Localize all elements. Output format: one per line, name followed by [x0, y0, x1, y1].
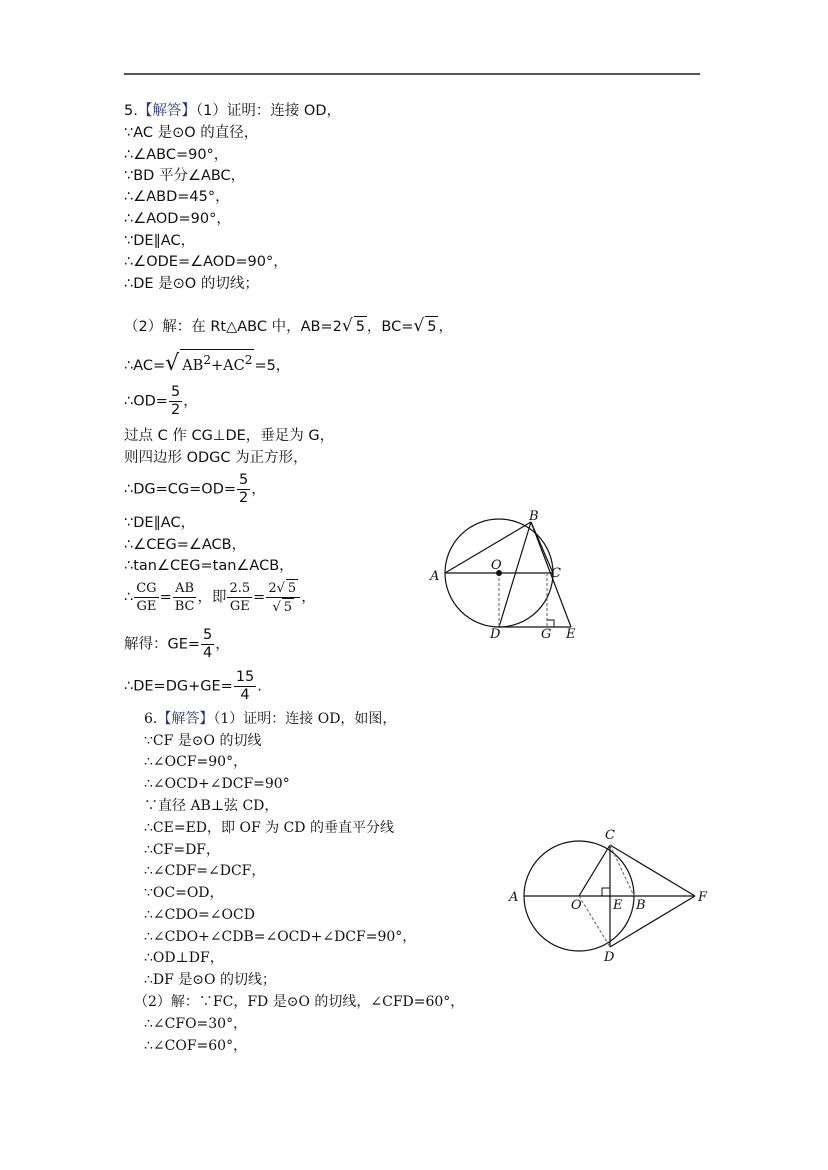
- figure-circle-problem-6: [505, 825, 720, 970]
- label-c: C: [605, 828, 615, 843]
- label-b: B: [636, 898, 646, 913]
- numerator: 5: [170, 384, 181, 400]
- label-o: O: [491, 558, 502, 573]
- label-a: A: [430, 569, 440, 584]
- fraction-25-ge: [227, 580, 252, 615]
- label-d: D: [604, 950, 615, 965]
- p5-line-6: ∵DE∥AC，: [124, 233, 196, 249]
- p5-radicand-2: 5: [425, 316, 438, 337]
- denominator: BC: [174, 599, 195, 614]
- p5-part2-mid: ，BC=: [366, 319, 414, 335]
- fraction-ab-bc: [173, 580, 197, 615]
- p6-line-8: ∵OC=OD，: [144, 885, 224, 901]
- fraction: [169, 384, 182, 419]
- p5-line-8: ∴DE 是⊙O 的切线；: [124, 276, 259, 292]
- p5-ceg-line: ∴∠CEG=∠ACB，: [124, 537, 247, 553]
- p6-line-2: ∴∠OCF=90°，: [144, 754, 248, 770]
- p5-dg-line: [124, 472, 266, 507]
- denominator: 4: [203, 645, 213, 661]
- p6-line-12: ∴DF 是⊙O 的切线；: [144, 972, 276, 988]
- p5-ac-radicand: [180, 349, 254, 376]
- p5-ratio-line: [124, 579, 316, 616]
- numerator: 15: [235, 669, 255, 685]
- p5-radicand-1: 5: [354, 316, 367, 337]
- therefore: ∴: [124, 589, 134, 606]
- tangent-cf: [610, 845, 695, 896]
- p5-line-2: ∴∠ABC=90°，: [124, 147, 229, 163]
- p5-solve-prefix: 解得：GE=: [124, 636, 201, 653]
- numerator: AB: [173, 580, 197, 598]
- p6-line-5: ∴CE=ED，即 OF 为 CD 的垂直平分线: [144, 820, 394, 836]
- p5-de-line: [124, 669, 262, 704]
- label-e: E: [613, 898, 623, 913]
- header-rule: [124, 73, 700, 75]
- p6-line-13: （2）解：∵FC，FD 是⊙O 的切线，∠CFD=60°，: [134, 994, 465, 1010]
- p5-de-parallel: ∵DE∥AC，: [124, 515, 196, 531]
- label-c: C: [551, 566, 561, 581]
- denominator: GE: [229, 599, 250, 614]
- p5-de-end: .: [257, 678, 262, 695]
- equals: =: [159, 589, 172, 606]
- p5-ac-prefix: ∴AC=: [124, 357, 166, 374]
- right-angle-g: [547, 620, 554, 627]
- sqrt-sign: √: [341, 316, 353, 336]
- numerator: 5: [203, 627, 213, 643]
- denominator: 4: [240, 687, 250, 703]
- label-d: D: [490, 627, 501, 642]
- numerator: 2√ 5: [266, 579, 300, 598]
- p5-cg-line: 过点 C 作 CG⊥DE，垂足为 G，: [124, 428, 335, 444]
- label-g: G: [541, 627, 552, 642]
- p5-od-prefix: ∴OD=: [124, 393, 168, 410]
- p6-line-10: ∴∠CDO+∠CDB=∠OCD+∠DCF=90°，: [144, 929, 417, 945]
- figure-circle-problem-5: [425, 510, 600, 645]
- p5-header: [124, 101, 341, 121]
- ji: ，即: [197, 589, 227, 606]
- p6-header: [144, 709, 396, 729]
- p5-line-1: ∵AC 是⊙O 的直径，: [124, 125, 259, 141]
- label-a: A: [509, 890, 519, 905]
- p5-line-7: ∴∠ODE=∠AOD=90°，: [124, 254, 288, 270]
- denominator: GE: [136, 599, 157, 614]
- denominator: √ 5: [272, 600, 293, 615]
- p5-part2-line: [124, 316, 453, 337]
- equals: =: [253, 589, 266, 606]
- label-b: B: [529, 510, 539, 524]
- label-f: F: [698, 890, 708, 905]
- p6-line-6: ∴CF=DF，: [144, 842, 221, 858]
- p5-ac-line: [124, 349, 290, 376]
- p5-de-prefix: ∴DE=DG+GE=: [124, 678, 233, 695]
- denominator: 2: [239, 490, 249, 506]
- right-angle-e: [602, 888, 610, 896]
- p5-ratio-end: ，: [301, 589, 316, 606]
- p6-line-1: ∵CF 是⊙O 的切线: [144, 733, 262, 749]
- p5-square-line: 则四边形 ODGC 为正方形，: [124, 450, 308, 466]
- p5-answer-tag: 【解答】: [137, 103, 196, 119]
- coef: 2: [268, 581, 277, 596]
- fraction: [201, 627, 214, 662]
- p6-line-15: ∴∠COF=60°，: [144, 1038, 248, 1054]
- fraction: [237, 472, 250, 507]
- radicand: 5: [287, 581, 297, 596]
- p6-line-7: ∴∠CDF=∠DCF，: [144, 863, 266, 879]
- p6-answer-tag: 【解答】: [157, 711, 214, 727]
- p5-line-3: ∵BD 平分∠ABC，: [124, 168, 246, 184]
- fraction-cg-ge: [134, 580, 158, 615]
- p5-tan-line: ∴tan∠CEG=tan∠ACB，: [124, 558, 294, 574]
- square-2: 2: [244, 353, 253, 367]
- p5-number: 5.: [124, 103, 138, 119]
- label-o: O: [571, 898, 582, 913]
- p5-dg-end: ，: [251, 481, 266, 498]
- p5-part1: （1）证明：连接 OD，: [195, 103, 342, 119]
- p5-ac-end: =5，: [254, 357, 291, 374]
- denominator: 2: [170, 402, 181, 418]
- p6-part1: （1）证明：连接 OD，如图，: [213, 711, 397, 727]
- p6-line-4: ∵直径 AB⊥弦 CD，: [144, 798, 279, 814]
- p5-part2-prefix: （2）解：在 Rt△ABC 中，AB=2: [124, 319, 342, 335]
- ab-term: AB: [182, 357, 204, 374]
- p6-line-14: ∴∠CFO=30°，: [144, 1016, 248, 1032]
- square-1: 2: [203, 353, 212, 367]
- p5-solve-line: [124, 627, 230, 662]
- sqrt-sign: √: [165, 350, 180, 376]
- sqrt-sign: √: [413, 316, 425, 336]
- segment-od: [579, 896, 610, 947]
- p5-solve-end: ，: [215, 636, 230, 653]
- label-e: E: [566, 627, 576, 642]
- p6-line-3: ∴∠OCD+∠DCF=90°: [144, 776, 290, 792]
- p6-line-11: ∴OD⊥DF，: [144, 950, 224, 966]
- p5-od-line: [124, 384, 198, 419]
- radicand: 5: [283, 600, 293, 615]
- p5-line-5: ∴∠AOD=90°，: [124, 211, 231, 227]
- tangent-df: [610, 896, 695, 947]
- numerator: 2.5: [229, 581, 251, 596]
- p5-line-4: ∴∠ABD=45°，: [124, 189, 230, 205]
- ac-term: +AC: [211, 357, 245, 374]
- numerator: CG: [136, 581, 157, 596]
- p5-part2-end: ，: [438, 319, 453, 335]
- p6-number: 6.: [144, 711, 158, 727]
- fraction: [234, 669, 256, 704]
- p5-od-end: ，: [183, 393, 198, 410]
- p6-line-9: ∴∠CDO=∠OCD: [144, 907, 255, 923]
- numerator: 5: [239, 472, 249, 488]
- fraction-2r5-r5: [266, 579, 300, 616]
- p5-dg-prefix: ∴DG=CG=OD=: [124, 481, 237, 498]
